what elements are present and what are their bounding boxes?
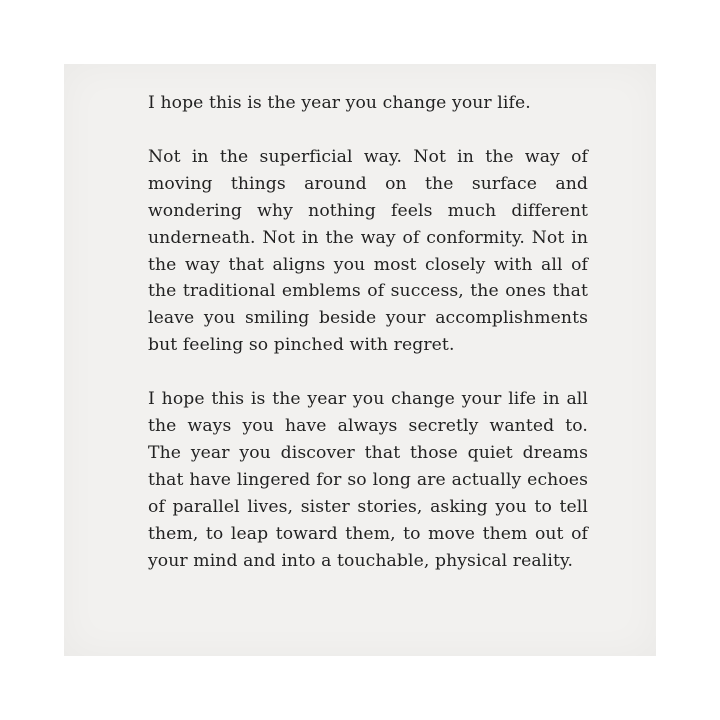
paragraph-opening: I hope this is the year you change your life. bbox=[148, 93, 531, 113]
text-block bbox=[148, 90, 588, 602]
paragraph-second: Not in the superficial way. Not in the way of moving things around on the surface and wondering why nothing feels much different underneath. Not in the way of conformity. Not in the way that aligns you most closely with all of the traditional emblems of success, the ones that leave you smiling beside your accomplishments but feeling so pinched with regret. bbox=[148, 146, 588, 356]
page-sheet bbox=[64, 64, 656, 656]
paragraph-third: I hope this is the year you change your life in all the ways you have always secretly wanted to. The year you discover that those quiet dreams that have lingered for so long are actually echoes of parallel lives, sister stories, asking you to tell them, to leap toward them, to move them out of your mind and into a touchable, physical reality. bbox=[148, 389, 588, 571]
